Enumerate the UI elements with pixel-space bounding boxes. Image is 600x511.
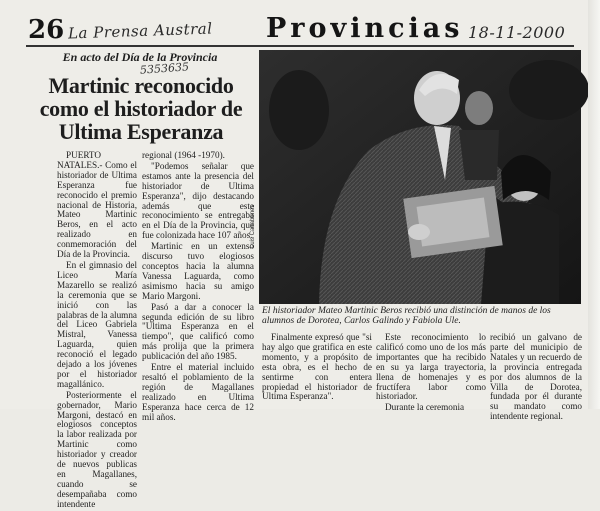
paper-edge	[588, 0, 600, 409]
article-kicker: En acto del Día de la Provincia	[62, 50, 218, 64]
handwritten-paper-name: La Prensa Austral	[67, 19, 213, 43]
photo-caption: El historiador Mateo Martinic Beros recibió una distinción de manos de los alumnos de Dorotea, Carlos Galindo y Fabiola Ule.	[262, 306, 551, 326]
article-column-5	[490, 333, 582, 423]
paragraph: En el gimnasio del Liceo María Mazarello se realizó la ceremonia que se inició con las palabras de la alumna del Liceo Gabriela Mistral, Vanessa Laguarda, quien reconoció el legado dejado a los jóvenes por el historiador magallánico.	[57, 259, 137, 389]
photo-credit: Luis Canabones	[250, 204, 256, 248]
handwritten-code: 5353635	[139, 60, 190, 77]
paragraph: Durante la ceremonia	[385, 402, 465, 413]
article-photo	[259, 50, 581, 304]
paragraph: "Podemos señalar que estamos ante la presencia del historiador de Ultima Esperanza", dijo destacando además que este reconocimiento se entregaba en el Día de la Provincia, que fue colonizada hace 107 años.	[142, 160, 254, 241]
article-column-3	[262, 333, 372, 403]
section-title: Provincias	[266, 13, 464, 44]
article-column-1	[57, 151, 137, 511]
article-column-2	[142, 151, 254, 423]
paragraph: Posteriormente el gobernador, Mario Margoni, destacó en elogiosos conceptos la labor realizada por Martinic como historiador y creador de nuevos publicas en Magallanes, cuando se desempañaba como intendente	[57, 389, 137, 509]
paragraph: Entre el material incluido resaltó el poblamiento de la región de Magallanes realizado en Ultima Esperanza hace cerca de 12 mil años.	[142, 362, 254, 422]
article-column-4	[376, 333, 486, 414]
header-rule	[26, 45, 574, 47]
handwritten-date: 18-11-2000	[468, 23, 566, 42]
paragraph: regional (1964 -1970).	[142, 150, 225, 160]
paragraph: recibió un galvano de parte del municipio de Natales y un recuerdo de la provincia entregada por dos alumnos de la Villa de Dorotea, fundada por él durante su mandato como intendente regional.	[490, 332, 582, 422]
photo-image	[259, 50, 581, 304]
paragraph: Martinic en un extenso discurso tuvo elogiosos conceptos hacia la alumna Vanessa Laguarda, como asimismo hacia su amigo Mario Margoni.	[142, 241, 254, 301]
paragraph: Finalmente expresó que "si hay algo que gratifica en este momento, y a propósito de esta obra, es el hecho de sentirme con entera propiedad el historiador de Ultima Esperanza".	[262, 332, 372, 402]
paragraph: Este reconocimiento lo calificó como uno de los más importantes que ha recibido en su ya larga trayectoria, llena de homenajes y es fructífera labor como historiador.	[376, 332, 486, 402]
paragraph: PUERTO NATALES.- Como el historiador de Ultima Esperanza fue reconocido el premio nacional de Historia, Mateo Martinic Beros, en el acto realizado en conmemoración del Día de la Provincia.	[57, 150, 137, 260]
page-number: 26	[28, 15, 65, 45]
article-headline: Martinic reconocido como el historiador de Ultima Esperanza	[39, 73, 243, 144]
paragraph: Pasó a dar a conocer la segunda edición de su libro "Ultima Esperanza en el tiempo", que calificó como más prolija que la primera publicación del año 1985.	[142, 301, 254, 362]
